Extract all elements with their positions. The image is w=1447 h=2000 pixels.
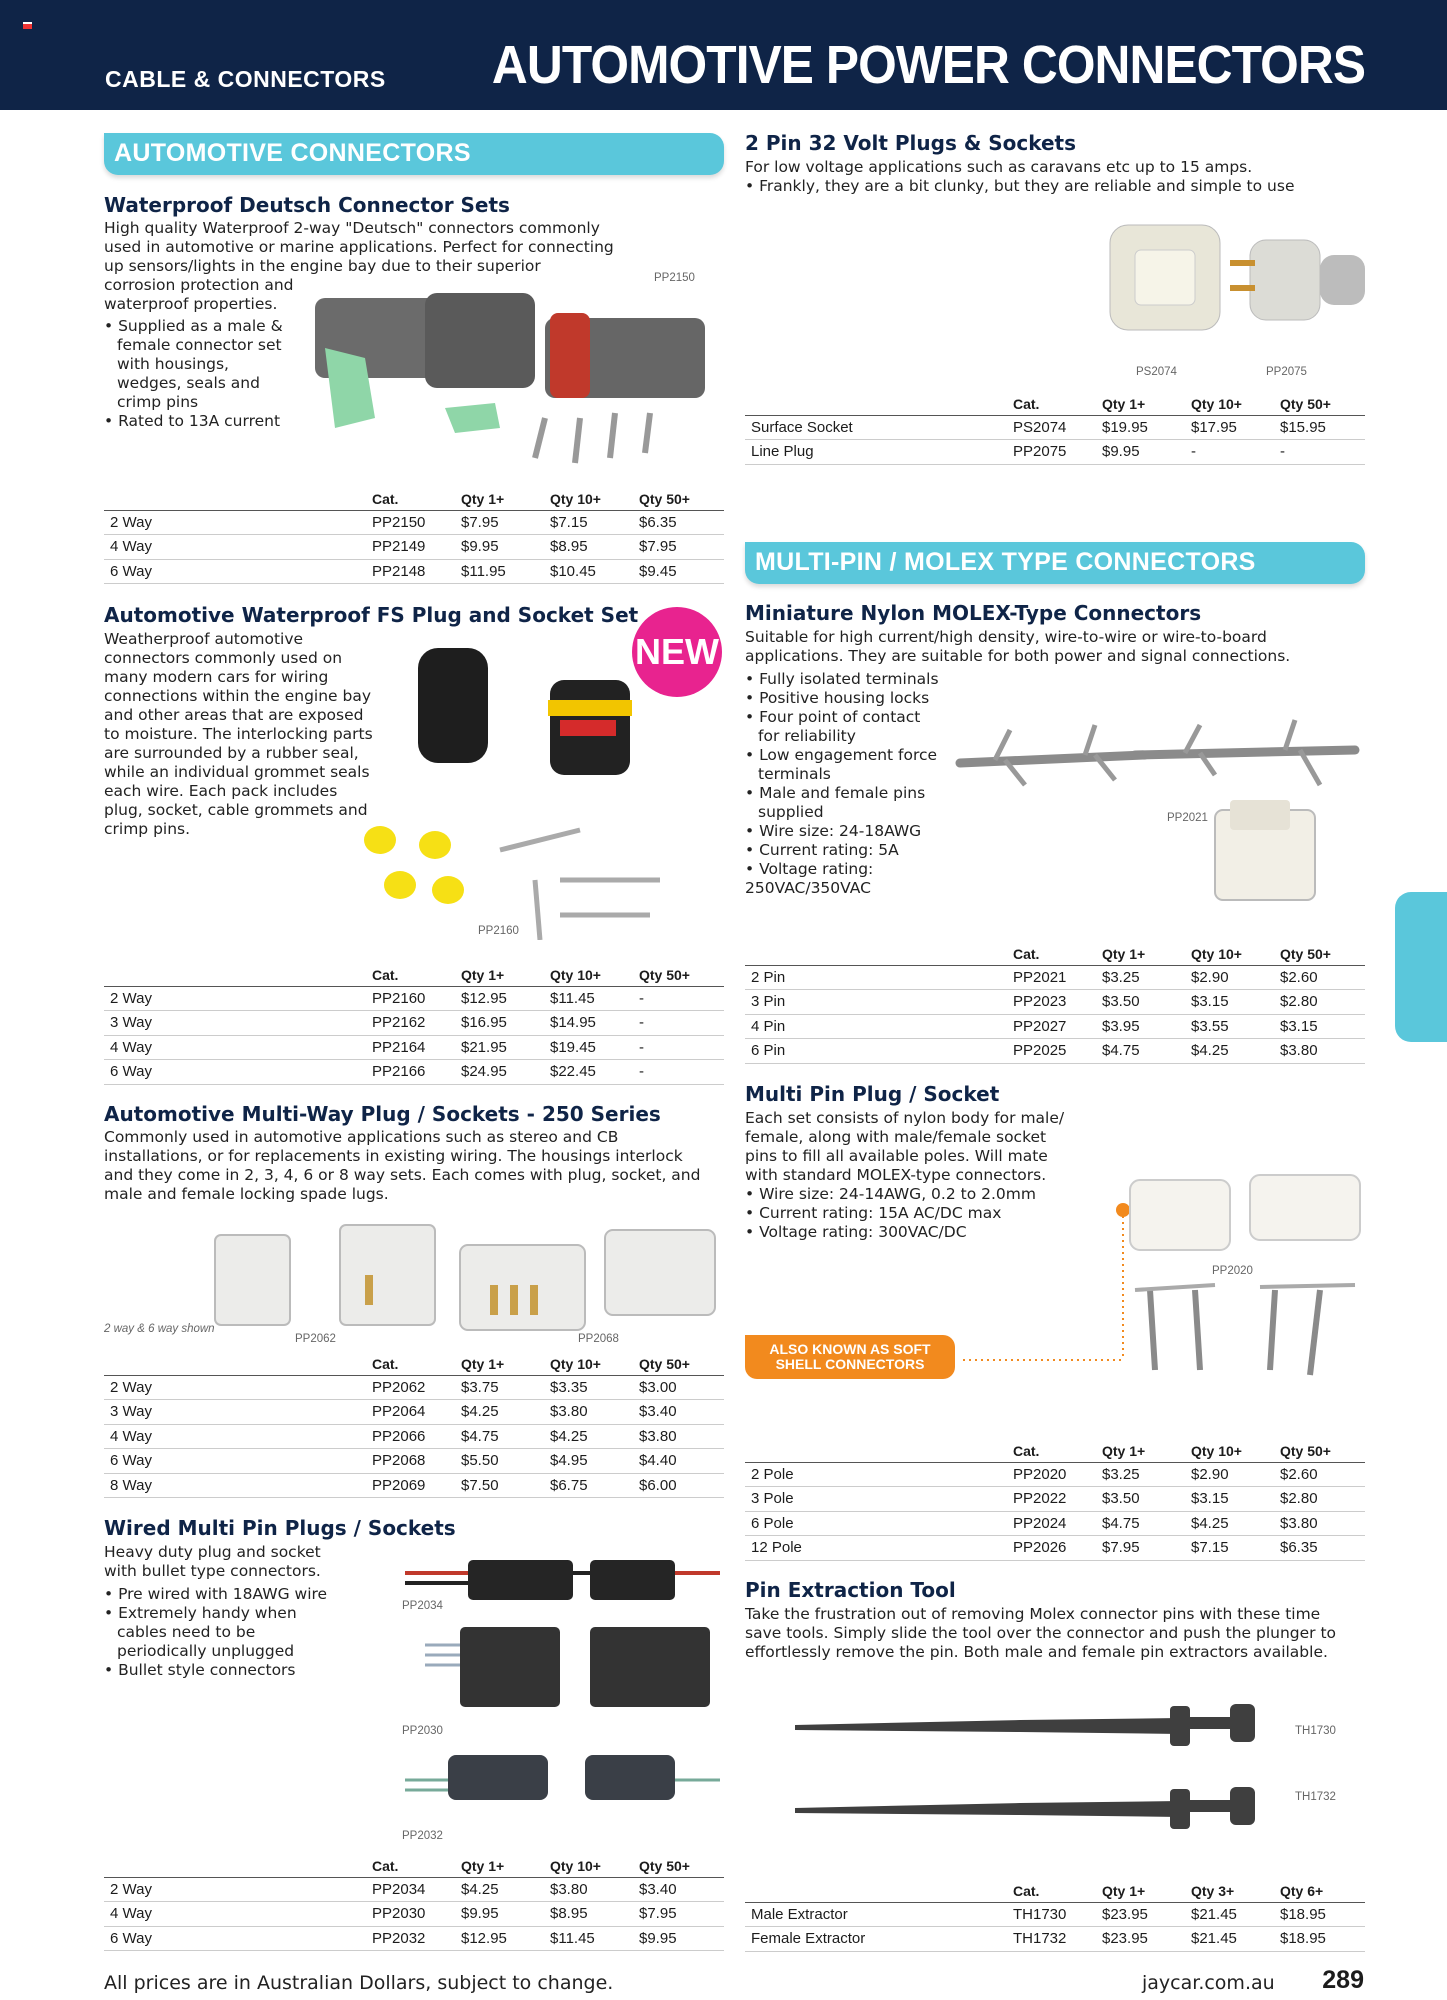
fs-price-table: Cat. Qty 1+ Qty 10+ Qty 50+ 2 Way PP2160 $12.95 $11.45 - 3 Way PP2162 $16.95 $14.95 - 4 Way PP2164 $21.95 $19.45 - 6 Way PP2166 $24.95 $22.45 - [104,964,724,1085]
deutsch-desc: High quality Waterproof 2-way "Deutsch" connectors commonly used in automotive or marine applications. Perfect for connecting up sensors/lights in the engine bay due to their superior corrosion protection and waterproof properties. [104,219,614,313]
section-pill-automotive: AUTOMOTIVE CONNECTORS [104,133,724,175]
multipin-title: Multi Pin Plug / Socket [745,1082,1000,1106]
table-row: 2 Way PP2062 $3.75 $3.35 $3.00 [104,1375,724,1400]
table-row: 2 Pin PP2021 $3.25 $2.90 $2.60 [745,965,1365,990]
flag-icon [23,22,32,29]
extract-caption-1: TH1730 [1295,1725,1336,1737]
table-row: 2 Pole PP2020 $3.25 $2.90 $2.60 [745,1462,1365,1487]
multiway-desc: Commonly used in automotive applications such as stereo and CB installations, or for replacements in existing wiring. The housings interlock and they come in 2, 3, 4, 6 or 8 way sets. Each comes with plug, socket, and male and female locking spade lugs. [104,1128,701,1203]
side-tab [1395,892,1447,1042]
multiway-caption-2: PP2068 [578,1333,619,1345]
extract-title: Pin Extraction Tool [745,1578,956,1602]
pin32-title: 2 Pin 32 Volt Plugs & Sockets [745,131,1077,155]
wired-title: Wired Multi Pin Plugs / Sockets [104,1516,456,1540]
fs-desc: Weatherproof automotive connectors commonly used on many modern cars for wiring connections within the engine bay and other areas that are exposed to moisture. The interlocking parts are surrounded by a rubber seal, while an individual grommet seals each wire. Each pack includes plug, socket, cable grommets and crimp pins. [104,630,373,838]
table-row: 2 Way PP2150 $7.95 $7.15 $6.35 [104,510,724,535]
nylon-price-table: Cat. Qty 1+ Qty 10+ Qty 50+ 2 Pin PP2021 $3.25 $2.90 $2.60 3 Pin PP2023 $3.50 $3.15 $2.80 4 Pin PP2027 $3.95 $3.55 $3.15 6 Pin PP2025 $4.75 $4.25 $3.80 [745,943,1365,1064]
table-row: 3 Way PP2064 $4.25 $3.80 $3.40 [104,1400,724,1425]
page-header [0,0,1447,110]
nylon-desc: Suitable for high current/high density, wire-to-wire or wire-to-board applications. They are suitable for both power and signal connections. [745,628,1291,665]
deutsch-bullets: • Supplied as a male & female connector set with housings, wedges, seals and crimp pins • Rated to 13A current [104,317,283,430]
extract-price-table: Cat. Qty 1+ Qty 3+ Qty 6+ Male Extractor TH1730 $23.95 $21.45 $18.95 Female Extractor TH1732 $23.95 $21.45 $18.95 [745,1880,1365,1952]
wired-price-table: Cat. Qty 1+ Qty 10+ Qty 50+ 2 Way PP2034 $4.25 $3.80 $3.40 4 Way PP2030 $9.95 $8.95 $7.95 6 Way PP2032 $12.95 $11.45 $9.95 [104,1855,724,1951]
table-row: 4 Way PP2164 $21.95 $19.45 - [104,1035,724,1060]
wired-connector-image [400,1555,725,1830]
table-row: 6 Way PP2148 $11.95 $10.45 $9.45 [104,559,724,584]
fs-caption: PP2160 [478,925,519,937]
table-row: 6 Way PP2032 $12.95 $11.45 $9.95 [104,1926,724,1951]
page-title: AUTOMOTIVE POWER CONNECTORS [491,35,1365,95]
table-row: Surface Socket PS2074 $19.95 $17.95 $15.95 [745,415,1365,440]
extract-desc: Take the frustration out of removing Molex connector pins with these time save tools. Simply slide the tool over the connector and push the plunger to effortlessly remove the pin. Both male and female pin extractors available. [745,1605,1337,1661]
nylon-pins-image [955,715,1365,940]
deutsch-caption: PP2150 [654,272,695,284]
wired-caption-1: PP2034 [402,1600,443,1612]
table-row: 4 Pin PP2027 $3.95 $3.55 $3.15 [745,1014,1365,1039]
multipin-caption: PP2020 [1212,1265,1253,1277]
table-row: Male Extractor TH1730 $23.95 $21.45 $18.95 [745,1902,1365,1927]
table-row: 3 Way PP2162 $16.95 $14.95 - [104,1011,724,1036]
table-row: 6 Pole PP2024 $4.75 $4.25 $3.80 [745,1511,1365,1536]
section-pill-molex: MULTI-PIN / MOLEX TYPE CONNECTORS [745,542,1365,584]
footer-note: All prices are in Australian Dollars, subject to change. [104,1972,614,1994]
table-row: 3 Pole PP2022 $3.50 $3.15 $2.80 [745,1487,1365,1512]
fs-title: Automotive Waterproof FS Plug and Socket Set [104,603,639,627]
fs-connector-image [360,640,680,940]
table-row: Female Extractor TH1732 $23.95 $21.45 $18.95 [745,1927,1365,1952]
extract-caption-2: TH1732 [1295,1791,1336,1803]
nylon-bullets: • Fully isolated terminals • Positive housing locks • Four point of contact for reliability • Low engagement force terminals • Male and female pins supplied • Wire size: 24-18AWG • Current rating: 5A • Voltage rating: 250VAC/350VAC [745,670,939,897]
table-row: 6 Way PP2166 $24.95 $22.45 - [104,1060,724,1085]
table-row: 4 Way PP2149 $9.95 $8.95 $7.95 [104,535,724,560]
multiway-caption-1: PP2062 [295,1333,336,1345]
multipin-connector-image [955,1165,1365,1395]
pin32-caption-2: PP2075 [1266,366,1307,378]
pin32-price-table: Cat. Qty 1+ Qty 10+ Qty 50+ Surface Socket PS2074 $19.95 $17.95 $15.95 Line Plug PP2075 $9.95 - - [745,393,1365,465]
pin32-desc: For low voltage applications such as caravans etc up to 15 amps. • Frankly, they are a bit clunky, but they are reliable and simple to use [745,158,1295,195]
table-row: 2 Way PP2034 $4.25 $3.80 $3.40 [104,1877,724,1902]
page-number: 289 [1322,1966,1364,1994]
table-row: 6 Pin PP2025 $4.75 $4.25 $3.80 [745,1039,1365,1064]
multiway-note: 2 way & 6 way shown [104,1323,215,1335]
soft-shell-callout: ALSO KNOWN AS SOFT SHELL CONNECTORS [745,1335,955,1379]
table-row: 4 Way PP2030 $9.95 $8.95 $7.95 [104,1902,724,1927]
nylon-title: Miniature Nylon MOLEX-Type Connectors [745,601,1202,625]
table-row: 8 Way PP2069 $7.50 $6.75 $6.00 [104,1473,724,1498]
wired-caption-2: PP2030 [402,1725,443,1737]
deutsch-title: Waterproof Deutsch Connector Sets [104,193,510,217]
multipin-price-table: Cat. Qty 1+ Qty 10+ Qty 50+ 2 Pole PP2020 $3.25 $2.90 $2.60 3 Pole PP2022 $3.50 $3.15 $2.80 6 Pole PP2024 $4.75 $4.25 $3.80 12 Pole PP2026 $7.95 $7.15 $6.35 [745,1440,1365,1561]
table-row: 6 Way PP2068 $5.50 $4.95 $4.40 [104,1449,724,1474]
table-row: 2 Way PP2160 $12.95 $11.45 - [104,986,724,1011]
deutsch-connector-image [305,288,725,468]
wired-caption-3: PP2032 [402,1830,443,1842]
extraction-tools-image [790,1700,1280,1850]
multiway-connector-image [205,1215,725,1340]
pin32-caption-1: PS2074 [1136,366,1177,378]
new-badge: NEW [632,607,722,697]
nylon-caption: PP2021 [1167,812,1208,824]
multiway-title: Automotive Multi-Way Plug / Sockets - 250 Series [104,1102,661,1126]
table-row: Line Plug PP2075 $9.95 - - [745,440,1365,465]
table-row: 3 Pin PP2023 $3.50 $3.15 $2.80 [745,990,1365,1015]
deutsch-price-table: Cat. Qty 1+ Qty 10+ Qty 50+ 2 Way PP2150 $7.95 $7.15 $6.35 4 Way PP2149 $9.95 $8.95 $7.95 6 Way PP2148 $11.95 $10.45 $9.45 [104,488,724,584]
section-label: CABLE & CONNECTORS [105,66,386,92]
multiway-price-table: Cat. Qty 1+ Qty 10+ Qty 50+ 2 Way PP2062 $3.75 $3.35 $3.00 3 Way PP2064 $4.25 $3.80 $3.40 4 Way PP2066 $4.75 $4.25 $3.80 6 Way PP2068 $5.50 $4.95 $4.40 8 Way PP2069 $7.50 $6.75 $6.00 [104,1353,724,1498]
table-row: 4 Way PP2066 $4.75 $4.25 $3.80 [104,1424,724,1449]
multipin-desc: Each set consists of nylon body for male/ female, along with male/female socket pins to fill all available poles. Will mate with standard MOLEX-type connectors. • Wire size: 24-14AWG, 0.2 to 2.0mm • Current rating: 15A AC/DC max • Voltage rating: 300VAC/DC [745,1109,1065,1241]
table-row: 12 Pole PP2026 $7.95 $7.15 $6.35 [745,1536,1365,1561]
wired-desc: Heavy duty plug and socket with bullet type connectors. • Pre wired with 18AWG wire • Extremely handy when cables need to be periodically unplugged • Bullet style connectors [104,1543,328,1679]
footer-site[interactable]: jaycar.com.au [1142,1972,1275,1994]
pin32-plug-image [1100,220,1375,360]
